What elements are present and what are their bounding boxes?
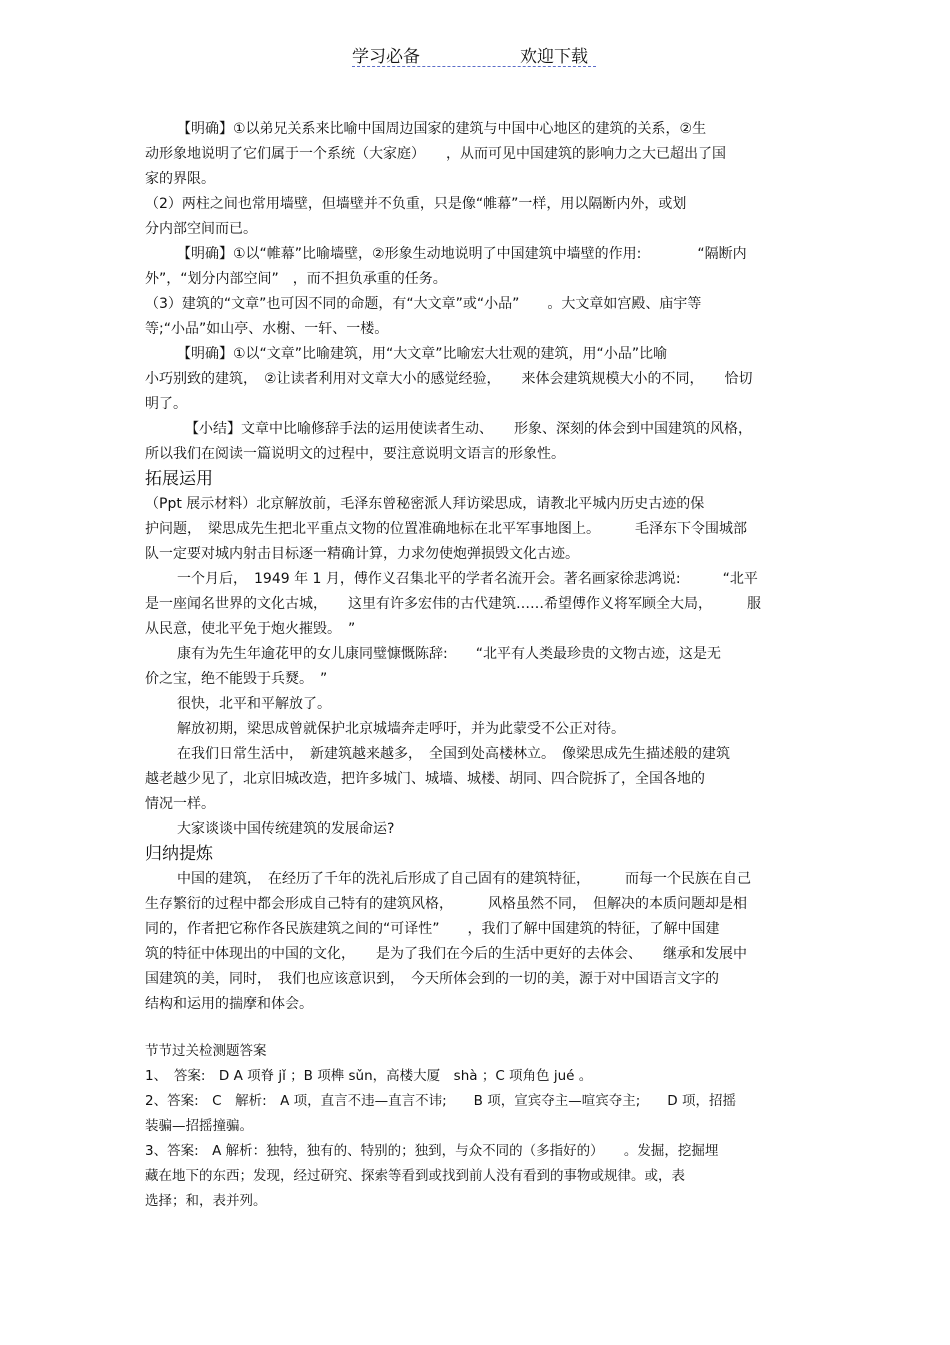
document-body [145, 117, 815, 1214]
paragraph-line: 小巧别致的建筑， ②让读者利用对文章大小的感觉经验， 来体会建筑规模大小的不同， 恰切 [145, 371, 753, 387]
answer-3-line: 选择；和，表并列。 [145, 1193, 267, 1209]
paragraph-line: 中国的建筑， 在经历了千年的洗礼后形成了自己固有的建筑特征， 而每一个民族在自己 [177, 871, 751, 887]
paragraph-line: 越老越少见了，北京旧城改造，把许多城门、城墙、城楼、胡同、四合院拆了，全国各地的 [145, 771, 705, 787]
answer-2-line: 装骗—招摇撞骗。 [145, 1118, 253, 1134]
paragraph-line: 同的，作者把它称作各民族建筑之间的“可译性” ，我们了解中国建筑的特征，了解中国建 [145, 921, 720, 937]
section-heading-summary: 归纳提炼 [145, 844, 213, 864]
paragraph-line: 家的界限。 [145, 171, 215, 187]
paragraph-line: 明了。 [145, 396, 187, 412]
paragraph-line: 【明确】①以“帷幕”比喻墙壁，②形象生动地说明了中国建筑中墙壁的作用: “隔断内 [177, 246, 747, 262]
paragraph-line: 在我们日常生活中， 新建筑越来越多， 全国到处高楼林立。 像梁思成先生描述般的建筑 [177, 746, 730, 762]
paragraph-line: （Ppt 展示材料）北京解放前，毛泽东曾秘密派人拜访梁思成，请教北平城内历史古迹的保 [145, 496, 705, 512]
paragraph-line: 生存繁衍的过程中都会形成自己特有的建筑风格， 风格虽然不同， 但解决的本质问题却是相 [145, 896, 747, 912]
paragraph-line: 结构和运用的揣摩和体会。 [145, 996, 313, 1012]
paragraph-line: 等;“小品”如山亭、水榭、一轩、一楼。 [145, 321, 389, 337]
answer-2-line: 2、答案: C 解析: A 项，直言不违—直言不讳; B 项，宣宾夺主—喧宾夺主; D 项，招摇 [145, 1093, 736, 1109]
paragraph-line: 是一座闻名世界的文化古城， 这里有许多宏伟的古代建筑……希望傅作义将军顾全大局， 服 [145, 596, 761, 612]
answer-3-line: 3、答案: A 解析：独特，独有的、特别的；独到，与众不同的（多指好的） 。发掘，挖掘埋 [145, 1143, 719, 1159]
paragraph-line: 国建筑的美，同时， 我们也应该意识到， 今天所体会到的一切的美，源于对中国语言文字的 [145, 971, 719, 987]
paragraph-line: 分内部空间而已。 [145, 221, 257, 237]
header-right-text: 欢迎下载 [520, 47, 588, 67]
paragraph-line: 【小结】文章中比喻修辞手法的运用使读者生动、 形象、深刻的体会到中国建筑的风格， [185, 421, 752, 437]
answer-1: 1、 答案: D A 项脊 jǐ ；B 项榫 sǔn，高楼大厦 shà ；C 项角色 jué 。 [145, 1068, 593, 1084]
page-header [352, 40, 596, 67]
paragraph-line: 【明确】①以“文章”比喻建筑，用“大文章”比喻宏大壮观的建筑，用“小品”比喻 [177, 346, 668, 362]
paragraph-line: （3）建筑的“文章”也可因不同的命题，有“大文章”或“小品” 。大文章如宫殿、庙宇等 [145, 296, 702, 312]
paragraph-line: 从民意，使北平免于炮火摧毁。 ” [145, 621, 356, 637]
header-left-text: 学习必备 [352, 47, 420, 67]
paragraph-line: 所以我们在阅读一篇说明文的过程中，要注意说明文语言的形象性。 [145, 446, 565, 462]
paragraph-line: 一个月后， 1949 年 1 月，傅作义召集北平的学者名流开会。著名画家徐悲鸿说: “北平 [177, 571, 758, 587]
paragraph-line: 情况一样。 [145, 796, 215, 812]
spacer [145, 1017, 815, 1039]
paragraph-line: 队一定要对城内射击目标逐一精确计算，力求勿使炮弹损毁文化古迹。 [145, 546, 579, 562]
paragraph-line: 大家谈谈中国传统建筑的发展命运? [177, 821, 395, 837]
paragraph-line: 筑的特征中体现出的中国的文化， 是为了我们在今后的生活中更好的去体会、 继承和发展中 [145, 946, 747, 962]
paragraph-line: 解放初期，梁思成曾就保护北京城墙奔走呼吁，并为此蒙受不公正对待。 [177, 721, 625, 737]
paragraph-line: 价之宝，绝不能毁于兵燹。 ” [145, 671, 328, 687]
paragraph-line: 很快，北平和平解放了。 [177, 696, 331, 712]
paragraph-line: 【明确】①以弟兄关系来比喻中国周边国家的建筑与中国中心地区的建筑的关系，②生 [177, 121, 707, 137]
paragraph-line: 动形象地说明了它们属于一个系统（大家庭） ，从而可见中国建筑的影响力之大已超出了国 [145, 146, 726, 162]
answers-title: 节节过关检测题答案 [145, 1043, 267, 1059]
section-heading-expand: 拓展运用 [145, 469, 213, 489]
answer-3-line: 藏在地下的东西；发现，经过研究、探索等看到或找到前人没有看到的事物或规律。或，表 [145, 1168, 685, 1184]
paragraph-line: 护问题， 梁思成先生把北平重点文物的位置准确地标在北平军事地图上。 毛泽东下令围城部 [145, 521, 747, 537]
paragraph-line: 外”，“划分内部空间” ，而不担负承重的任务。 [145, 271, 447, 287]
paragraph-line: （2）两柱之间也常用墙壁，但墙壁并不负重，只是像“帷幕”一样，用以隔断内外，或划 [145, 196, 687, 212]
paragraph-line: 康有为先生年逾花甲的女儿康同璧慷慨陈辞: “北平有人类最珍贵的文物古迹，这是无 [177, 646, 721, 662]
